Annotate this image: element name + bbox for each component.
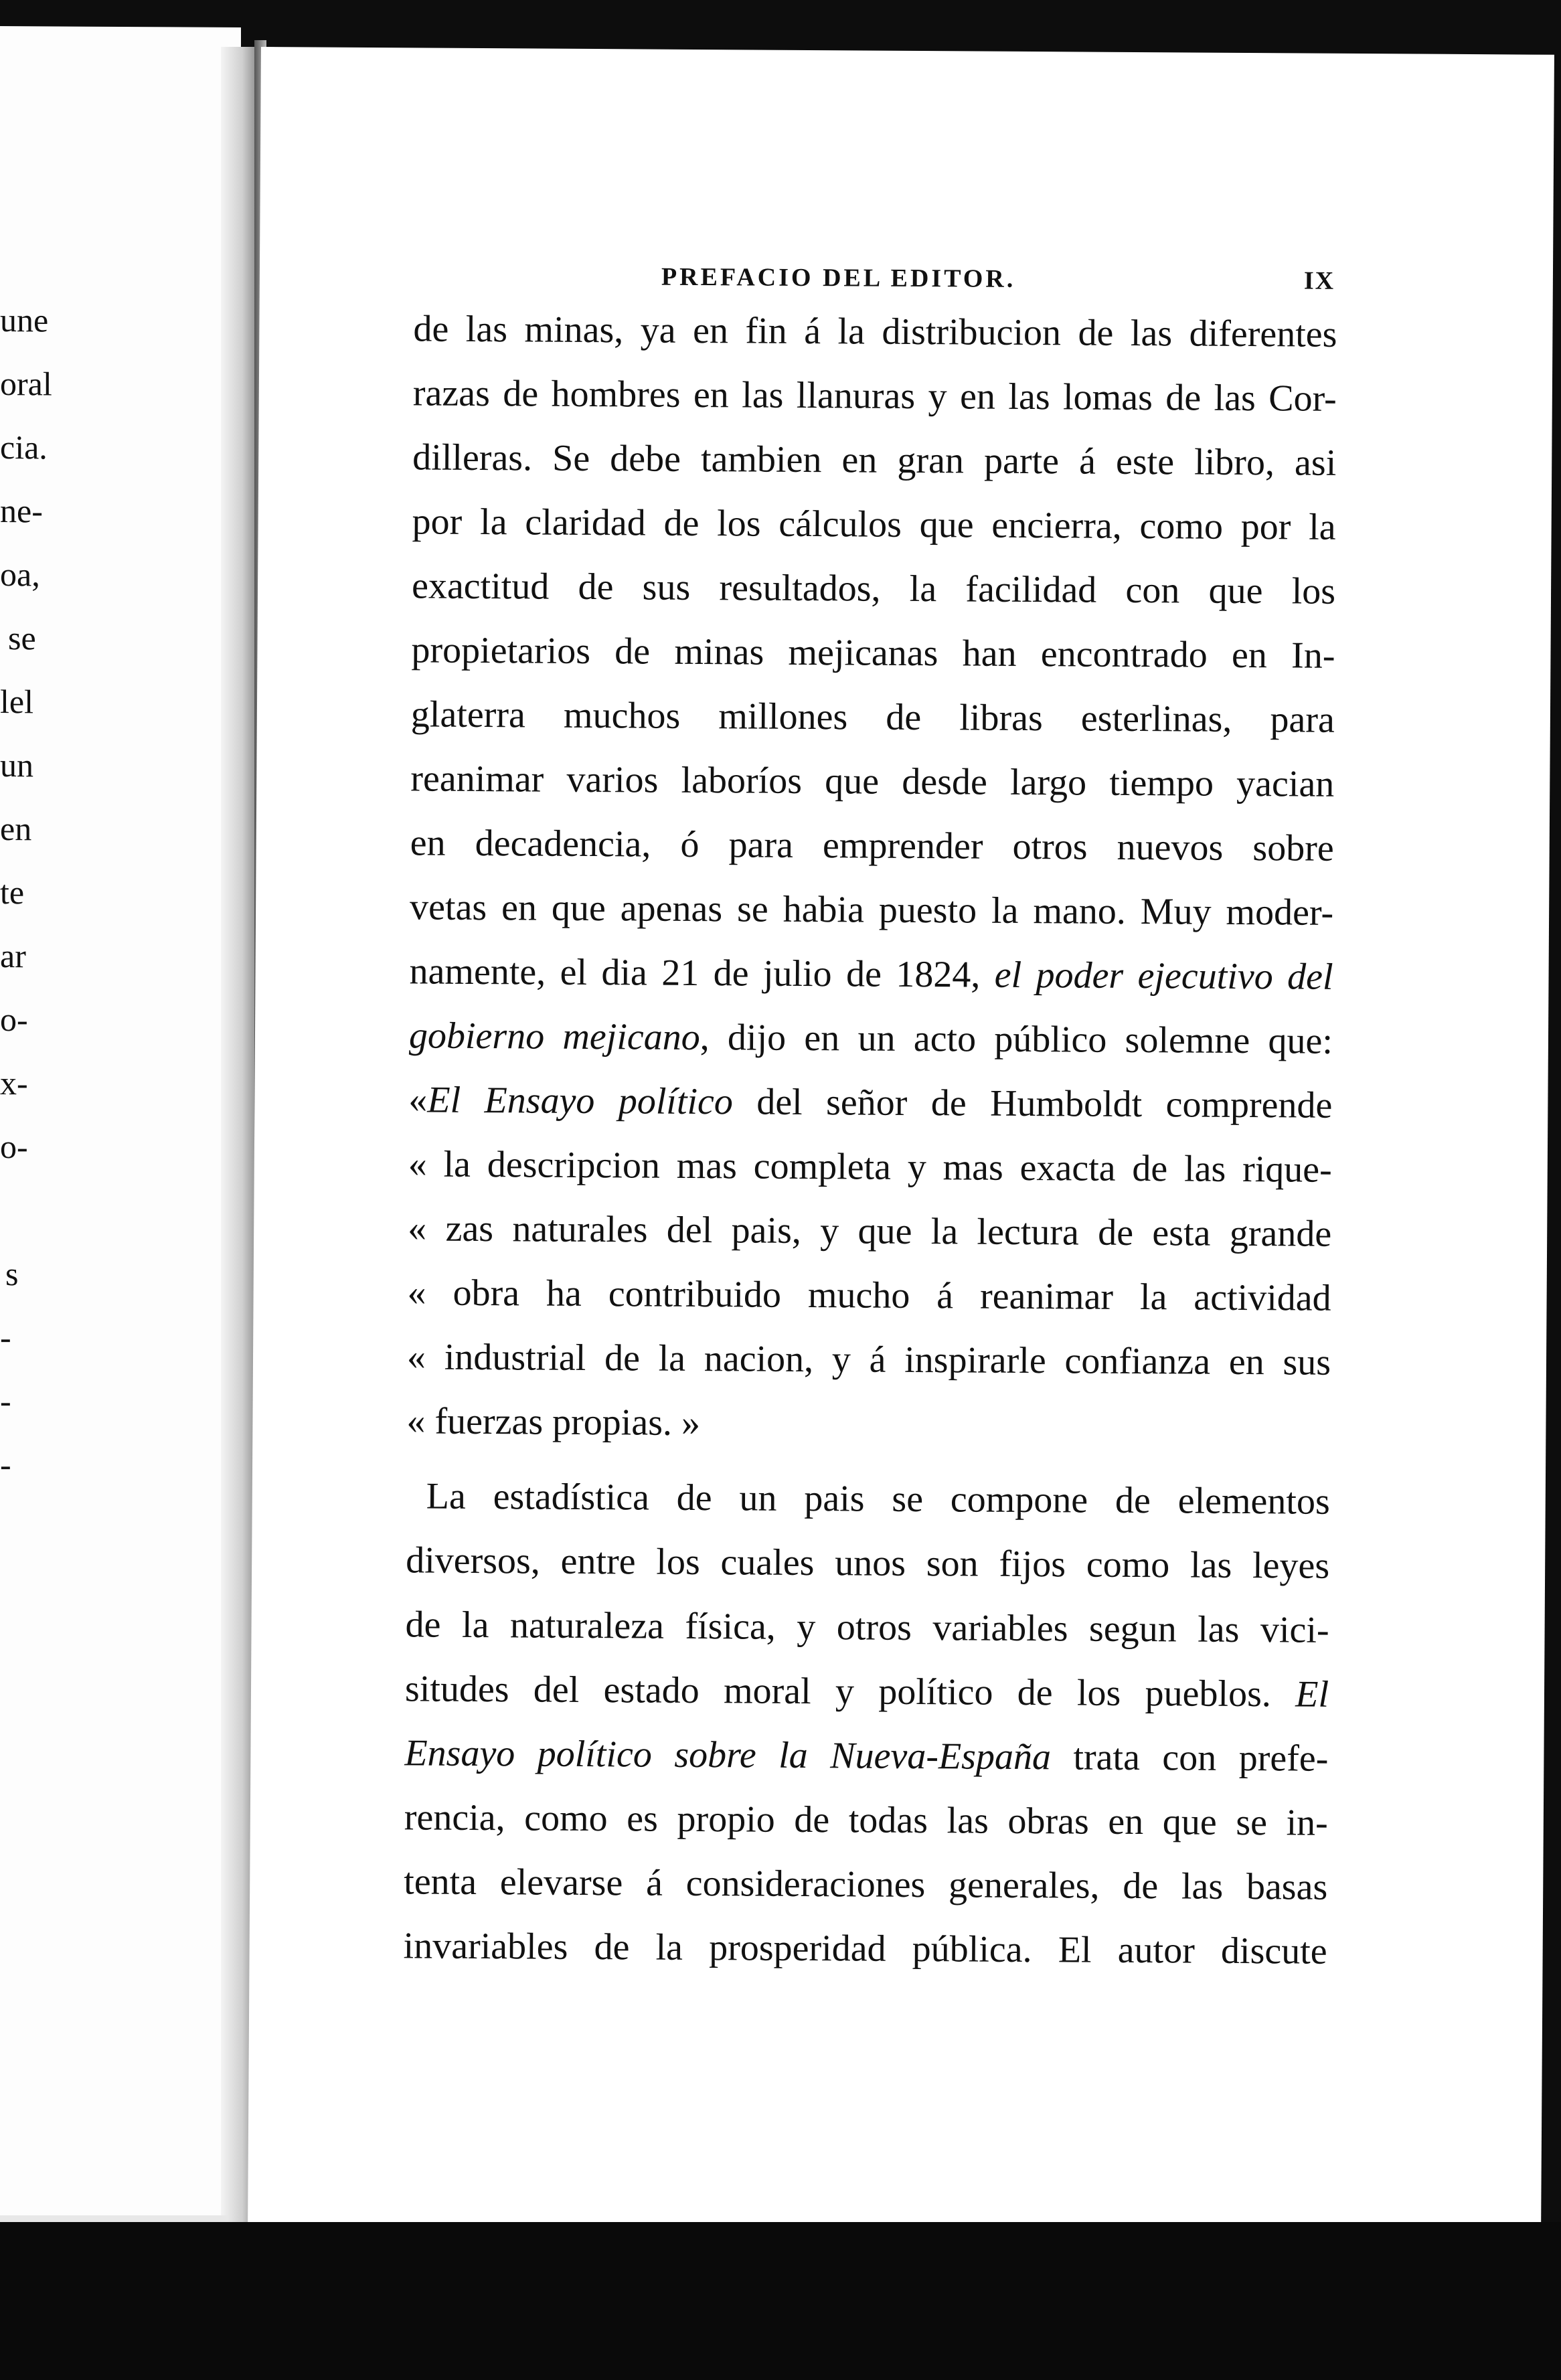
text-run: namente, el dia 21 de julio de 1824, (409, 950, 995, 996)
page-number: IX (1303, 266, 1335, 295)
text-line: glaterra muchos millones de libras esterlinas, para (410, 693, 1335, 741)
italic-run: el poder ejecutivo del (994, 954, 1333, 998)
italic-run: Ensayo político sobre la Nueva-España (404, 1732, 1052, 1778)
text-line: propietarios de minas mejicanas han encontrado en In- (411, 629, 1335, 677)
left-page-fragment: ne- (0, 492, 43, 530)
scan-background (0, 2222, 1561, 2380)
text-line: diversos, entre los cuales unos son fijos como las leyes (406, 1539, 1330, 1587)
text-run: , dijo en un acto público solemne que: (700, 1017, 1333, 1062)
left-page-fragment: ar (0, 937, 26, 975)
left-page-fragment: x- (0, 1064, 28, 1102)
text-line: por la claridad de los cálculos que encierra, como por la (412, 501, 1336, 548)
text-line: invariables de la prosperidad pública. El autor discute (403, 1925, 1327, 1972)
quote-line: « obra ha contribuido mucho á reanimar la actividad (407, 1272, 1331, 1319)
left-page-fragment: se (8, 619, 36, 657)
text-line (404, 1721, 1329, 1790)
left-page-fragment: o- (0, 1128, 28, 1166)
text-line: en decadencia, ó para emprender otros nuevos sobre (410, 822, 1334, 869)
left-page-fragment: - (0, 1319, 11, 1357)
left-page-fragment: oa, (0, 556, 40, 594)
text-line: vetas en que apenas se habia puesto la mano. Muy moder- (409, 886, 1334, 934)
running-head: PREFACIO DEL EDITOR. (661, 262, 1016, 293)
text-line (409, 1003, 1333, 1073)
text-line (405, 1656, 1329, 1726)
text-line: La estadística de un pais se compone de elementos (426, 1475, 1330, 1523)
quote-line: « industrial de la nacion, y á inspirarle confianza en sus (406, 1336, 1331, 1383)
left-page-fragment: oral (0, 365, 52, 403)
text-line (408, 1068, 1333, 1137)
left-page-fragment: lel (0, 683, 33, 721)
text-line: de la naturaleza física, y otros variables segun las vici- (405, 1604, 1329, 1651)
left-page-fragment: s (5, 1255, 19, 1293)
text-line: razas de hombres en las llanuras y en las lomas de las Cor- (412, 372, 1337, 420)
left-page-fragment: o- (0, 1001, 28, 1039)
text-line: reanimar varios laboríos que desde largo tiempo yacian (410, 758, 1335, 805)
body-text (403, 296, 1337, 1983)
text-line: rencia, como es propio de todas las obras en que se in- (404, 1796, 1329, 1844)
previous-page-edge (0, 26, 241, 2229)
text-line: dilleras. Se debe tambien en gran parte á este libro, asi (412, 436, 1337, 484)
italic-run: El (1295, 1673, 1329, 1715)
italic-run: El Ensayo político (427, 1079, 734, 1123)
left-page-fragment: te (0, 873, 25, 912)
quote-line: « zas naturales del pais, y que la lectura de esta grande (408, 1207, 1332, 1255)
left-page-fragment: une (0, 301, 49, 339)
quote-line: « fuerzas propias. » (406, 1400, 701, 1444)
text-run: trata con prefe- (1050, 1736, 1329, 1780)
left-page-fragment: - (0, 1446, 11, 1484)
text-run: « (408, 1079, 428, 1121)
left-page-fragment: en (0, 810, 32, 848)
text-run: del señor de Humboldt comprende (732, 1081, 1333, 1126)
italic-run: gobierno mejicano (408, 1015, 700, 1059)
left-page-fragment: - (0, 1382, 11, 1420)
text-line: de las minas, ya en fin á la distribucion de las diferentes (413, 308, 1337, 355)
left-page-fragment: cia. (0, 428, 48, 466)
book-page (248, 47, 1554, 2237)
text-line: exactitud de sus resultados, la facilidad con que los (411, 565, 1336, 612)
quote-line: « la descripcion mas completa y mas exacta de las rique- (408, 1143, 1332, 1191)
text-line: tenta elevarse á consideraciones generales, de las basas (404, 1861, 1328, 1908)
left-page-fragment: un (0, 746, 33, 784)
text-line (409, 939, 1333, 1009)
text-run: situdes del estado moral y político de los pueblos. (404, 1668, 1296, 1715)
